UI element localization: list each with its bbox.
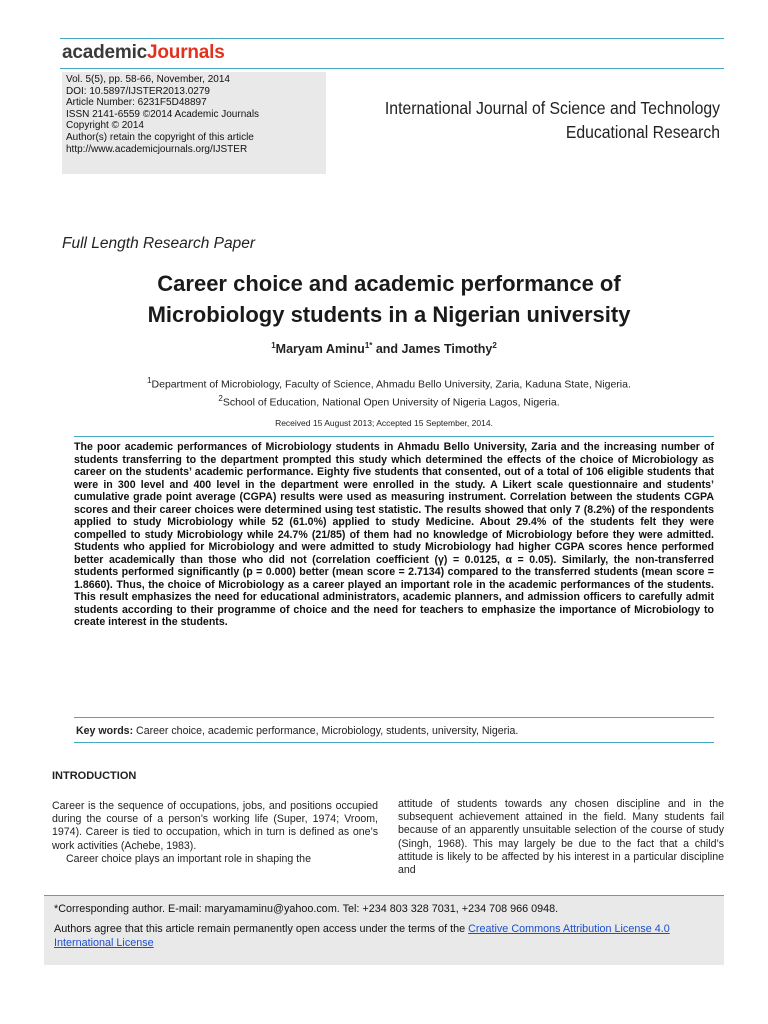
affiliation-2-text: School of Education, National Open University of Nigeria Lagos, Nigeria. — [222, 396, 560, 408]
intro-paragraph-1: Career is the sequence of occupations, jobs, and positions occupied during the course of a person’s working life (Super, 1974; Vroom, 1974). Career is tied to occupation, which in turn is defined as one’s work activities (Achebe, 1983). — [52, 800, 378, 852]
footnote-box — [44, 895, 724, 965]
intro-column-right — [398, 798, 724, 877]
affiliation-2-superscript: 2 — [218, 393, 223, 403]
corresponding-author: *Corresponding author. E-mail: maryamaminu@yahoo.com. Tel: +234 803 328 7031, +234 708 966 0948. — [54, 903, 559, 915]
author-conjunction: and — [372, 342, 402, 357]
article-meta-box — [62, 72, 326, 174]
journal-title-line2: Educational Research — [565, 122, 720, 142]
abstract-text: The poor academic performances of Microbiology students in Ahmadu Bello University, Zaria and the increasing number of students transferring to the department prompted this study which determined the effects of the choice of Microbiology as career on the students’ academic performance. Eighty five students that consented, out of a total of 106 eligible students that were in 300 level and 400 level in the department were enrolled in the study. A Likert scale questionnaire and students’ cumulative grade point average (CGPA) results were used as measuring instrument. Correlation between the students CGPA scores and their career choices were determined using test statistic. The results showed that only 7 (8.2%) of the respondents applied to study Microbiology while 52 (61.0%) applied to study Medicine. About 29.4% of the students felt they were compelled to study Microbiology while 24.7% (21/85) of them had no knowledge of Microbiology before they were admitted. Students who applied for Microbiology and were admitted to study Microbiology had higher CGPA scores hence performed better academically than those who did not (correlation coefficient (γ) = 0.0125, α = 0.05). Similarly, the non-transferred students performed significantly (p = 0.000) better (mean score = 2.7134) compared to the transferred students (mean score = 1.8660). Thus, the choice of Microbiology as a career played an important role in the academic performances of the students. This result emphasizes the need for educational administrators, academic planners, and admission officers to carefully admit students according to their programme of choice and the need for teachers to emphasize the importance of Microbiology to create interest in the students. — [74, 441, 714, 628]
journal-title-line1: International Journal of Science and Technology — [384, 98, 720, 118]
keywords-text: Career choice, academic performance, Microbiology, students, university, Nigeria. — [133, 725, 519, 737]
meta-copyright: Copyright © 2014 — [66, 120, 144, 132]
meta-author-rights: Author(s) retain the copyright of this article — [66, 131, 254, 143]
author1-superscript: 1 — [271, 341, 276, 350]
paper-title-line2: Microbiology students in a Nigerian university — [147, 302, 631, 327]
author-list — [0, 341, 768, 356]
meta-doi: DOI: 10.5897/IJSTER2013.0279 — [66, 85, 210, 97]
affiliations — [70, 374, 708, 409]
logo-text-academic: academic — [62, 42, 148, 63]
author1-name: Maryam Aminu — [275, 342, 365, 357]
author2-name: James Timothy — [401, 342, 493, 357]
license-text: Authors agree that this article remain permanently open access under the terms of the — [54, 923, 469, 935]
license-statement — [54, 922, 714, 950]
intro-paragraph-2: Career choice plays an important role in shaping the — [66, 852, 311, 865]
paper-title — [70, 268, 708, 330]
meta-volume: Vol. 5(5), pp. 58-66, November, 2014 — [66, 74, 230, 85]
intro-column-left — [52, 800, 378, 866]
header-top-rule — [60, 38, 724, 39]
journal-title — [369, 96, 720, 144]
keywords — [76, 725, 714, 737]
meta-article-number: Article Number: 6231F5D48897 — [66, 97, 207, 109]
affiliation-2 — [70, 392, 708, 410]
publisher-logo — [62, 42, 225, 64]
abstract-bottom-rule — [74, 717, 714, 718]
received-dates: Received 15 August 2013; Accepted 15 September, 2014. — [275, 418, 493, 428]
author1-affil-superscript: 1* — [364, 341, 373, 350]
affiliation-1 — [70, 374, 708, 392]
affiliation-1-text: Department of Microbiology, Faculty of Science, Ahmadu Bello University, Zaria, Kaduna State, Nigeria. — [151, 378, 631, 391]
introduction-heading: INTRODUCTION — [52, 770, 137, 782]
header-logo-rule — [60, 68, 724, 69]
abstract — [74, 436, 714, 629]
keywords-rule — [74, 742, 714, 743]
meta-url[interactable]: http://www.academicjournals.org/IJSTER — [66, 143, 248, 155]
logo-text-journals: Journals — [147, 42, 225, 63]
paper-type: Full Length Research Paper — [62, 235, 256, 252]
keywords-label: Key words: — [76, 725, 134, 737]
author2-superscript: 2 — [492, 341, 497, 350]
meta-issn: ISSN 2141-6559 ©2014 Academic Journals — [66, 108, 260, 120]
license-link[interactable]: Creative Commons Attribution License 4.0 International License — [54, 923, 670, 949]
intro-paragraph-right: attitude of students towards any chosen discipline and in the subsequent achievement attained in the field. Many students fail because of an apparently unsuitable selection of the course of study (Singh, 1968). This may largely be due to the fact that a child’s attitude is likely to be affected by his interest in a particular discipline and — [398, 798, 724, 877]
paper-title-line1: Career choice and academic performance of — [157, 271, 621, 296]
affiliation-1-superscript: 1 — [147, 376, 152, 385]
